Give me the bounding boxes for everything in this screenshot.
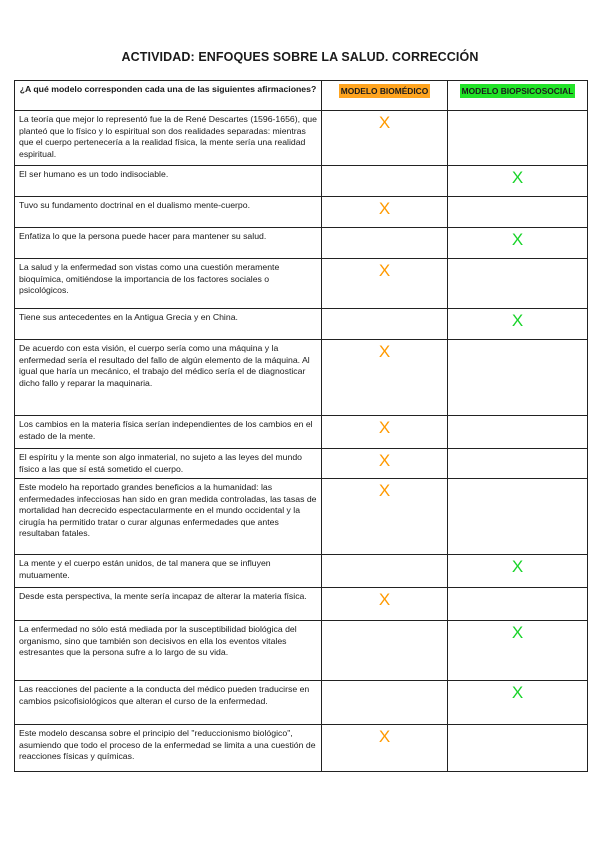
biomedico-cell: [322, 228, 448, 259]
biopsicosocial-mark: X: [511, 683, 524, 702]
biopsicosocial-cell: [448, 725, 588, 772]
statement-text: Enfatiza lo que la persona puede hacer para mantener su salud.: [15, 228, 322, 259]
biopsicosocial-cell: [448, 228, 588, 259]
biomedico-cell: [322, 479, 448, 555]
table-row: [15, 197, 588, 228]
biomedico-header: [322, 81, 448, 111]
biomedico-cell: [322, 681, 448, 725]
statement-text: Tiene sus antecedentes en la Antigua Grecia y en China.: [15, 309, 322, 340]
statement-text: Desde esta perspectiva, la mente sería incapaz de alterar la materia física.: [15, 588, 322, 621]
header-row: [15, 81, 588, 111]
table-row: [15, 555, 588, 588]
biopsicosocial-mark: X: [511, 230, 524, 249]
statement-text: Tuvo su fundamento doctrinal en el dualismo mente-cuerpo.: [15, 197, 322, 228]
statement-text: La enfermedad no sólo está mediada por la susceptibilidad biológica del organismo, sino que también son decisivos en ella los eventos vitales estresantes que la persona sufre a lo largo de su vida.: [15, 621, 322, 681]
biopsicosocial-cell: [448, 259, 588, 309]
biomedico-header-label: MODELO BIOMÉDICO: [340, 86, 429, 96]
statement-text: La mente y el cuerpo están unidos, de tal manera que se influyen mutuamente.: [15, 555, 322, 588]
biomedico-cell: [322, 588, 448, 621]
table-row: [15, 416, 588, 449]
statement-text: Este modelo ha reportado grandes beneficios a la humanidad: las enfermedades infecciosas han sido en gran medida controladas, las tasas de mortalidad han decrecido espectacularmente en el mundo occidental y la cirugía ha permitido tratar o curar algunas enfermedades que antes resultaban fatales.: [15, 479, 322, 555]
biomedico-cell: [322, 111, 448, 166]
table-row: [15, 479, 588, 555]
statement-text: De acuerdo con esta visión, el cuerpo sería como una máquina y la enfermedad sería el resultado del fallo de algún elemento de la máquina. Al igual que haría un mecánico, el trabajo del médico sería el de diagnosticar dicho fallo y reparar la maquinaria.: [15, 340, 322, 416]
biopsicosocial-header: [448, 81, 588, 111]
biopsicosocial-mark: X: [511, 557, 524, 576]
table-row: [15, 111, 588, 166]
classification-table: [14, 80, 588, 772]
biopsicosocial-cell: [448, 555, 588, 588]
biomedico-cell: [322, 621, 448, 681]
biomedico-cell: [322, 166, 448, 197]
biopsicosocial-cell: [448, 166, 588, 197]
biopsicosocial-cell: [448, 340, 588, 416]
biomedico-mark: X: [378, 113, 391, 132]
statements-body: [15, 111, 588, 772]
table-row: [15, 259, 588, 309]
biomedico-cell: [322, 725, 448, 772]
biomedico-mark: X: [378, 418, 391, 437]
statement-text: Este modelo descansa sobre el principio del "reduccionismo biológico", asumiendo que todo el proceso de la enfermedad se limita a una cuestión de reacciones físicas y químicas.: [15, 725, 322, 772]
table-row: [15, 621, 588, 681]
biopsicosocial-mark: X: [511, 311, 524, 330]
biopsicosocial-mark: X: [511, 623, 524, 642]
table-row: [15, 681, 588, 725]
biomedico-cell: [322, 449, 448, 479]
table-row: [15, 166, 588, 197]
biomedico-mark: X: [378, 342, 391, 361]
biopsicosocial-cell: [448, 449, 588, 479]
biomedico-mark: X: [378, 481, 391, 500]
biomedico-cell: [322, 197, 448, 228]
biomedico-cell: [322, 416, 448, 449]
biopsicosocial-cell: [448, 416, 588, 449]
biopsicosocial-cell: [448, 588, 588, 621]
table-row: [15, 588, 588, 621]
question-header: ¿A qué modelo corresponden cada una de las siguientes afirmaciones?: [15, 81, 322, 111]
statement-text: La salud y la enfermedad son vistas como una cuestión meramente bioquímica, omitiéndose la importancia de los factores sociales o psicológicos.: [15, 259, 322, 309]
statement-text: El ser humano es un todo indisociable.: [15, 166, 322, 197]
biopsicosocial-cell: [448, 479, 588, 555]
biopsicosocial-cell: [448, 197, 588, 228]
biomedico-mark: X: [378, 199, 391, 218]
statement-text: La teoría que mejor lo representó fue la de René Descartes (1596-1656), que planteó que lo físico y lo espiritual son dos realidades separadas: mientras que el cuerpo pertenecería a la realidad física, la mente sería una realidad espiritual.: [15, 111, 322, 166]
biomedico-mark: X: [378, 727, 391, 746]
table-row: [15, 449, 588, 479]
biomedico-mark: X: [378, 261, 391, 280]
biomedico-cell: [322, 309, 448, 340]
statement-text: Los cambios en la materia física serían independientes de los cambios en el estado de la mente.: [15, 416, 322, 449]
biomedico-mark: X: [378, 590, 391, 609]
table-row: [15, 309, 588, 340]
table-row: [15, 725, 588, 772]
biopsicosocial-mark: X: [511, 168, 524, 187]
table-row: [15, 228, 588, 259]
biopsicosocial-cell: [448, 309, 588, 340]
biopsicosocial-header-label: MODELO BIOPSICOSOCIAL: [461, 86, 574, 96]
statement-text: Las reacciones del paciente a la conducta del médico pueden traducirse en cambios psicofisiológicos que alteran el curso de la enfermedad.: [15, 681, 322, 725]
table-row: [15, 340, 588, 416]
biomedico-cell: [322, 340, 448, 416]
biopsicosocial-cell: [448, 111, 588, 166]
biopsicosocial-cell: [448, 621, 588, 681]
biomedico-mark: X: [378, 451, 391, 470]
biopsicosocial-cell: [448, 681, 588, 725]
page-title: ACTIVIDAD: ENFOQUES SOBRE LA SALUD. CORRECCIÓN: [121, 50, 479, 64]
statement-text: El espíritu y la mente son algo inmaterial, no sujeto a las leyes del mundo físico a las que sí está sometido el cuerpo.: [15, 449, 322, 479]
biomedico-cell: [322, 259, 448, 309]
biomedico-cell: [322, 555, 448, 588]
